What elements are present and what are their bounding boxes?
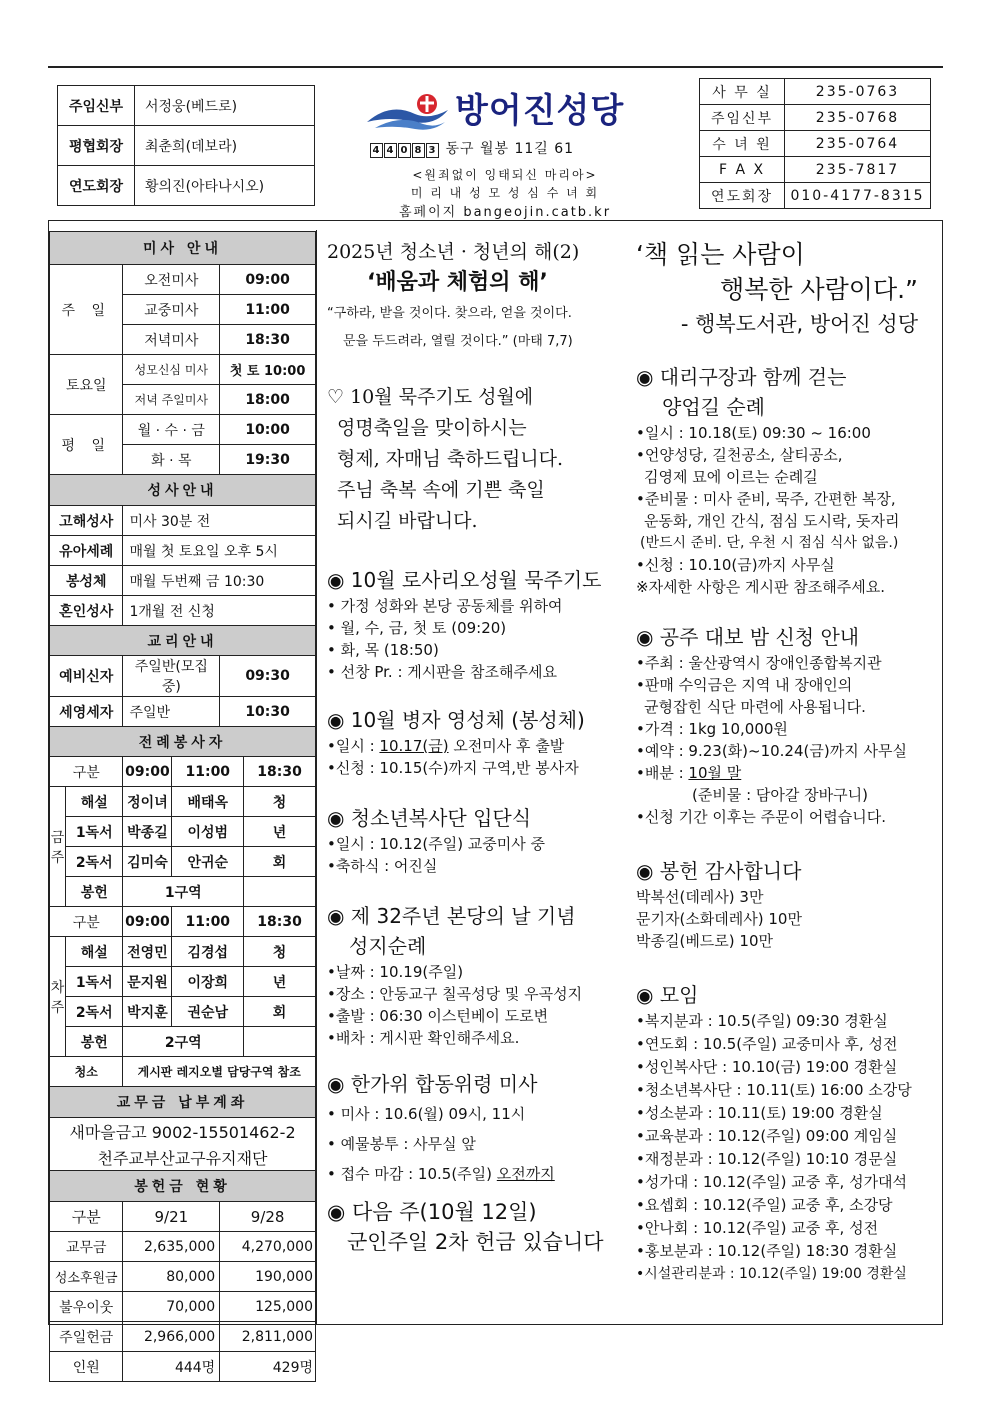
servers-head: 11:00: [172, 757, 244, 787]
next-text: 군인주일 2차 헌금 있습니다: [347, 1230, 604, 1254]
week-label: [50, 937, 66, 1057]
chestnut-line: •예약 : 9.23(화)~10.24(금)까지 사무실: [636, 742, 907, 760]
label: 연도회장: [58, 166, 135, 206]
doctrine-class: 주일반(모집 중): [123, 656, 220, 697]
book-line: 행복한 사람이다.”: [720, 275, 918, 304]
mass-time: 18:30: [220, 325, 316, 355]
offering-value: 125,000: [220, 1292, 316, 1322]
zip-digit: 8: [412, 143, 425, 158]
mass-time: 첫 토 10:00: [220, 355, 316, 385]
church-logo-icon: [365, 92, 450, 132]
rosary-title: ◉ 10월 로사리오성월 묵주기도: [327, 568, 602, 592]
chestnut-line: 균형잡힌 식단 마련에 사용됩니다.: [644, 698, 866, 716]
sunday-label: 주 일: [50, 265, 123, 355]
offering-value: 444명: [123, 1352, 220, 1382]
pilgrim-title: ◉ 대리구장과 함께 걷는: [636, 365, 847, 389]
phone: 235-7817: [785, 157, 931, 183]
meeting-line: •안나회 : 10.12(주일) 교중 후, 성전: [636, 1219, 879, 1237]
mass-time: 10:00: [220, 415, 316, 445]
feast-block: [327, 382, 627, 537]
anniv-line: •날짜 : 10.19(주일): [327, 963, 464, 981]
doctrine-time: 09:30: [220, 656, 316, 697]
feast-line: 주님 축복 속에 기쁜 축일: [337, 479, 545, 501]
meeting-line: •복지분과 : 10.5(주일) 09:30 경환실: [636, 1012, 888, 1030]
pilgrim-line: 운동화, 개인 간식, 점심 도시락, 돗자리: [644, 512, 900, 530]
servers-head: 18:30: [244, 757, 316, 787]
sacrament-title: 성사안내: [50, 475, 316, 506]
mass-time: 09:00: [220, 265, 316, 295]
mass-name: 교중미사: [123, 295, 220, 325]
thanks-title: ◉ 봉헌 감사합니다: [636, 859, 802, 883]
meeting-line: •성인복사단 : 10.10(금) 19:00 경환실: [636, 1058, 898, 1076]
feast-line: 영명축일을 맞이하시는: [337, 417, 527, 439]
meeting-line: •시설관리분과 : 10.12(주일) 19:00 경환실: [636, 1266, 907, 1282]
sacrament-info: 1개월 전 신청: [123, 596, 316, 626]
sick-line: •신청 : 10.15(수)까지 구역,반 봉사자: [327, 759, 579, 777]
role: 봉헌: [65, 1027, 123, 1057]
book-source: - 행복도서관, 방어진 성당: [680, 312, 918, 336]
contact-table: [699, 78, 931, 209]
meeting-line: •성소분과 : 10.11(토) 19:00 경환실: [636, 1104, 883, 1122]
motto: <원죄없이 잉태되신 마리아>: [412, 168, 598, 182]
feast-line: 형제, 자매님 축하드립니다.: [337, 448, 564, 470]
server-name: 김미숙: [123, 847, 172, 877]
column-divider: [316, 230, 317, 1325]
label: 연도회장: [700, 183, 785, 209]
rosary-line: • 가정 성화와 본당 공동체를 위하여: [327, 597, 563, 615]
mass-name: 화 · 목: [123, 445, 220, 475]
server-name: 회: [244, 997, 316, 1027]
mass-time: 19:30: [220, 445, 316, 475]
chestnut-line: •가격 : 1kg 10,000원: [636, 720, 788, 738]
label: 평협회장: [58, 126, 135, 166]
phone: 235-0763: [785, 79, 931, 105]
rosary-line: • 선창 Pr. : 게시판을 참조해주세요: [327, 663, 557, 681]
hangawi-line: [327, 1159, 627, 1189]
anniv-title: ◉ 제 32주년 본당의 날 기념: [327, 904, 576, 928]
server-name: 년: [244, 967, 316, 997]
youth-line: •축하식 : 어진실: [327, 857, 438, 875]
offering-value: 2,635,000: [123, 1232, 220, 1262]
value: 황의진(아타나시오): [135, 166, 315, 206]
meeting-line: •교육분과 : 10.12(주일) 09:00 계임실: [636, 1127, 898, 1145]
offering-head: 구분: [50, 1202, 123, 1232]
server-name: 박종길: [123, 817, 172, 847]
empty-cell: [244, 1027, 316, 1057]
offering-value: 2,966,000: [123, 1322, 220, 1352]
server-name: 청: [244, 787, 316, 817]
week-char: 차: [50, 979, 65, 996]
anniv-line: •장소 : 안동교구 칠곡성당 및 우곡성지: [327, 985, 583, 1003]
mass-name: 저녁 주일미사: [123, 385, 220, 415]
offering-title: 봉헌금 현황: [50, 1171, 316, 1202]
pilgrim-line: •언양성당, 길천공소, 살티공소,: [636, 446, 843, 464]
role: 봉헌: [65, 877, 123, 907]
hangawi-line: • 예물봉투 : 사무실 앞: [327, 1135, 476, 1153]
hangawi-label: • 접수 마감 : 10.5(주일): [327, 1165, 497, 1183]
value: 서정웅(베드로): [135, 86, 315, 126]
server-name: 년: [244, 817, 316, 847]
book-line: ‘책 읽는 사람이: [636, 240, 805, 269]
role: 해설: [65, 787, 123, 817]
pilgrim-line: (반드시 준비. 단, 우천 시 점심 식사 없음.): [640, 535, 899, 551]
server-name: 이성범: [172, 817, 244, 847]
zip-digit: 4: [370, 143, 383, 158]
account-title: 교무금 납부계좌: [50, 1087, 316, 1118]
mass-name: 저녁미사: [123, 325, 220, 355]
youth-title: ◉ 청소년복사단 입단식: [327, 806, 532, 830]
role: 2독서: [65, 847, 123, 877]
servers-head: 09:00: [123, 757, 172, 787]
account-owner: 천주교부산교구유지재단: [50, 1144, 316, 1171]
chestnut-line: •신청 기간 이후는 주문이 어렵습니다.: [636, 808, 887, 826]
staff-table: [57, 85, 315, 206]
server-name: 김경섭: [172, 937, 244, 967]
server-name: 전영민: [123, 937, 172, 967]
rosary-line: • 월, 수, 금, 첫 토 (09:20): [327, 619, 507, 637]
mass-name: 월 · 수 · 금: [123, 415, 220, 445]
thanks-line: 문기자(소화데레사) 10만: [636, 910, 802, 928]
hangawi-title: ◉ 한가위 합동위령 미사: [327, 1072, 538, 1096]
thanks-line: 박종길(베드로) 10만: [636, 932, 773, 950]
server-name: 정이녀: [123, 787, 172, 817]
rosary-line: • 화, 목 (18:50): [327, 641, 439, 659]
youth-line: •일시 : 10.12(주일) 교중미사 중: [327, 835, 546, 853]
role: 2독서: [65, 997, 123, 1027]
meeting-line: •연도회 : 10.5(주일) 교중미사 후, 성전: [636, 1035, 898, 1053]
offering-value: 2,811,000: [220, 1322, 316, 1352]
anniv-line: •배차 : 게시판 확인해주세요.: [327, 1029, 520, 1047]
news-column-1: [327, 238, 627, 1257]
offering-name: 인원: [50, 1352, 123, 1382]
hangawi-deadline: 오전까지: [496, 1165, 555, 1183]
address: [370, 138, 574, 158]
meeting-line: •청소년복사단 : 10.11(토) 16:00 소강당: [636, 1081, 912, 1099]
next-title: ◉ 다음 주(10월 12일): [327, 1200, 537, 1224]
week-char: 주: [50, 849, 65, 866]
doctrine-name: 예비신자: [50, 656, 123, 697]
servers-head: 구분: [50, 907, 123, 937]
cleaning-label: 청소: [50, 1057, 123, 1087]
label: F A X: [700, 157, 785, 183]
doctrine-class: 주일반: [123, 697, 220, 727]
chestnut-label: •배분 :: [636, 764, 689, 782]
mass-time: 18:00: [220, 385, 316, 415]
week-char: 금: [50, 829, 65, 846]
offering-name: 주일헌금: [50, 1322, 123, 1352]
phone: 010-4177-8315: [785, 183, 931, 209]
label: 사 무 실: [700, 79, 785, 105]
offering-value: 80,000: [123, 1262, 220, 1292]
server-name: 이장희: [172, 967, 244, 997]
servers-head: 09:00: [123, 907, 172, 937]
hangawi-line: • 미사 : 10.6(월) 09시, 11시: [327, 1105, 526, 1123]
church-title: 방어진성당: [455, 91, 625, 131]
thanks-line: 박복선(데레사) 3만: [636, 888, 764, 906]
top-rule: [48, 66, 943, 68]
feast-line: 되시길 바랍니다.: [337, 510, 478, 532]
chestnut-title: ◉ 공주 대보 밤 신청 안내: [636, 625, 860, 649]
role: 1독서: [65, 967, 123, 997]
servers-title: 전례봉사자: [50, 727, 316, 757]
anniv-line: •출발 : 06:30 이스턴베이 도로변: [327, 1007, 549, 1025]
week-label: [50, 787, 66, 907]
chestnut-line: •판매 수익금은 지역 내 장애인의: [636, 676, 853, 694]
mass-time: 11:00: [220, 295, 316, 325]
sacrament-name: 혼인성사: [50, 596, 123, 626]
value: 최춘희(데보라): [135, 126, 315, 166]
quote-line: “구하라, 받을 것이다. 찾으라, 얻을 것이다.: [327, 306, 572, 321]
zip-digit: 0: [398, 143, 411, 158]
chestnut-date: 10월 말: [688, 764, 742, 782]
meeting-line: •재정분과 : 10.12(주일) 10:10 경문실: [636, 1150, 898, 1168]
label: 수 녀 원: [700, 131, 785, 157]
phone: 235-0764: [785, 131, 931, 157]
homepage-link[interactable]: 홈페이지 bangeojin.catb.kr: [398, 205, 612, 220]
meeting-title: ◉ 모임: [636, 983, 699, 1007]
zip-digit: 3: [426, 143, 439, 158]
sacrament-info: 매월 첫 토요일 오후 5시: [123, 536, 316, 566]
label: 주임신부: [58, 86, 135, 126]
offering-value: 429명: [220, 1352, 316, 1382]
sacrament-info: 미사 30분 전: [123, 506, 316, 536]
offering-value: 4,270,000: [220, 1232, 316, 1262]
account-number: 새마을금고 9002-15501462-2: [50, 1118, 316, 1145]
sisters: 미 리 내 성 모 성 심 수 녀 회: [410, 186, 600, 200]
server-name: 문지원: [123, 967, 172, 997]
server-name: 배태옥: [172, 787, 244, 817]
label: 주임신부: [700, 105, 785, 131]
chestnut-line: [636, 762, 936, 784]
meeting-line: •홍보분과 : 10.12(주일) 18:30 경환실: [636, 1242, 898, 1260]
sick-line: [327, 735, 627, 757]
news-column-2: [636, 238, 936, 1286]
server-name: 회: [244, 847, 316, 877]
offering-head: 9/28: [220, 1202, 316, 1232]
server-name: 권순남: [172, 997, 244, 1027]
saturday-label: 토요일: [50, 355, 123, 415]
offering-name: 성소후원금: [50, 1262, 123, 1292]
offering-value: 70,000: [123, 1292, 220, 1322]
role: 해설: [65, 937, 123, 967]
week-char: 주: [50, 999, 65, 1016]
year-title: 2025년 청소년 · 청년의 해(2): [327, 241, 580, 263]
servers-head: 11:00: [172, 907, 244, 937]
server-name: 청: [244, 937, 316, 967]
pilgrim-line: ※자세한 사항은 게시판 참조해주세요.: [636, 578, 885, 596]
sacrament-name: 유아세례: [50, 536, 123, 566]
address-text: 동구 월봉 11길 61: [445, 141, 575, 157]
sacrament-name: 봉성체: [50, 566, 123, 596]
pilgrim-line: •일시 : 10.18(토) 09:30 ~ 16:00: [636, 424, 871, 442]
pilgrim-line: 김영제 묘에 이르는 순례길: [644, 468, 818, 486]
sick-info: 오전미사 후 출발: [448, 737, 565, 755]
role: 1독서: [65, 817, 123, 847]
chestnut-line: (준비물 : 담아갈 장바구니): [692, 786, 868, 804]
sidebar-table: [49, 231, 316, 1382]
server-name: 안귀순: [172, 847, 244, 877]
quote-line: 문을 두드려라, 열릴 것이다.” (마태 7,7): [343, 334, 573, 349]
sick-label: •일시 :: [327, 737, 380, 755]
cleaning-info: 게시판 레지오별 담당구역 참조: [123, 1057, 316, 1087]
offering-name: 불우이웃: [50, 1292, 123, 1322]
zip-digit: 4: [384, 143, 397, 158]
offer-zone: 1구역: [123, 877, 244, 907]
chestnut-line: •주최 : 울산광역시 장애인종합복지관: [636, 654, 882, 672]
meeting-line: •요셉회 : 10.12(주일) 교중 후, 소강당: [636, 1196, 893, 1214]
sick-title: ◉ 10월 병자 영성체 (봉성체): [327, 708, 585, 732]
meeting-line: •성가대 : 10.12(주일) 교중 후, 성가대석: [636, 1173, 908, 1191]
offer-zone: 2구역: [123, 1027, 244, 1057]
year-subtitle: ‘배움과 체험의 해’: [367, 270, 548, 295]
server-name: 박지훈: [123, 997, 172, 1027]
sacrament-name: 고해성사: [50, 506, 123, 536]
weekday-label: 평 일: [50, 415, 123, 475]
anniv-title: 성지순례: [349, 934, 427, 958]
offering-value: 190,000: [220, 1262, 316, 1292]
mass-name: 성모신심 미사: [123, 355, 220, 385]
doctrine-name: 세영세자: [50, 697, 123, 727]
sacrament-info: 매월 두번째 금 10:30: [123, 566, 316, 596]
pilgrim-title: 양업길 순례: [662, 395, 765, 419]
sick-date: 10.17(금): [379, 737, 449, 755]
doctrine-title: 교리안내: [50, 626, 316, 656]
feast-line: ♡ 10월 묵주기도 성월에: [327, 386, 534, 408]
servers-head: 구분: [50, 757, 123, 787]
doctrine-time: 10:30: [220, 697, 316, 727]
servers-head: 18:30: [244, 907, 316, 937]
offering-name: 교무금: [50, 1232, 123, 1262]
pilgrim-line: •신청 : 10.10(금)까지 사무실: [636, 556, 835, 574]
mass-name: 오전미사: [123, 265, 220, 295]
pilgrim-line: •준비물 : 미사 준비, 묵주, 간편한 복장,: [636, 490, 896, 508]
phone: 235-0768: [785, 105, 931, 131]
empty-cell: [244, 877, 316, 907]
offering-head: 9/21: [123, 1202, 220, 1232]
mass-title: 미사 안내: [50, 232, 316, 265]
